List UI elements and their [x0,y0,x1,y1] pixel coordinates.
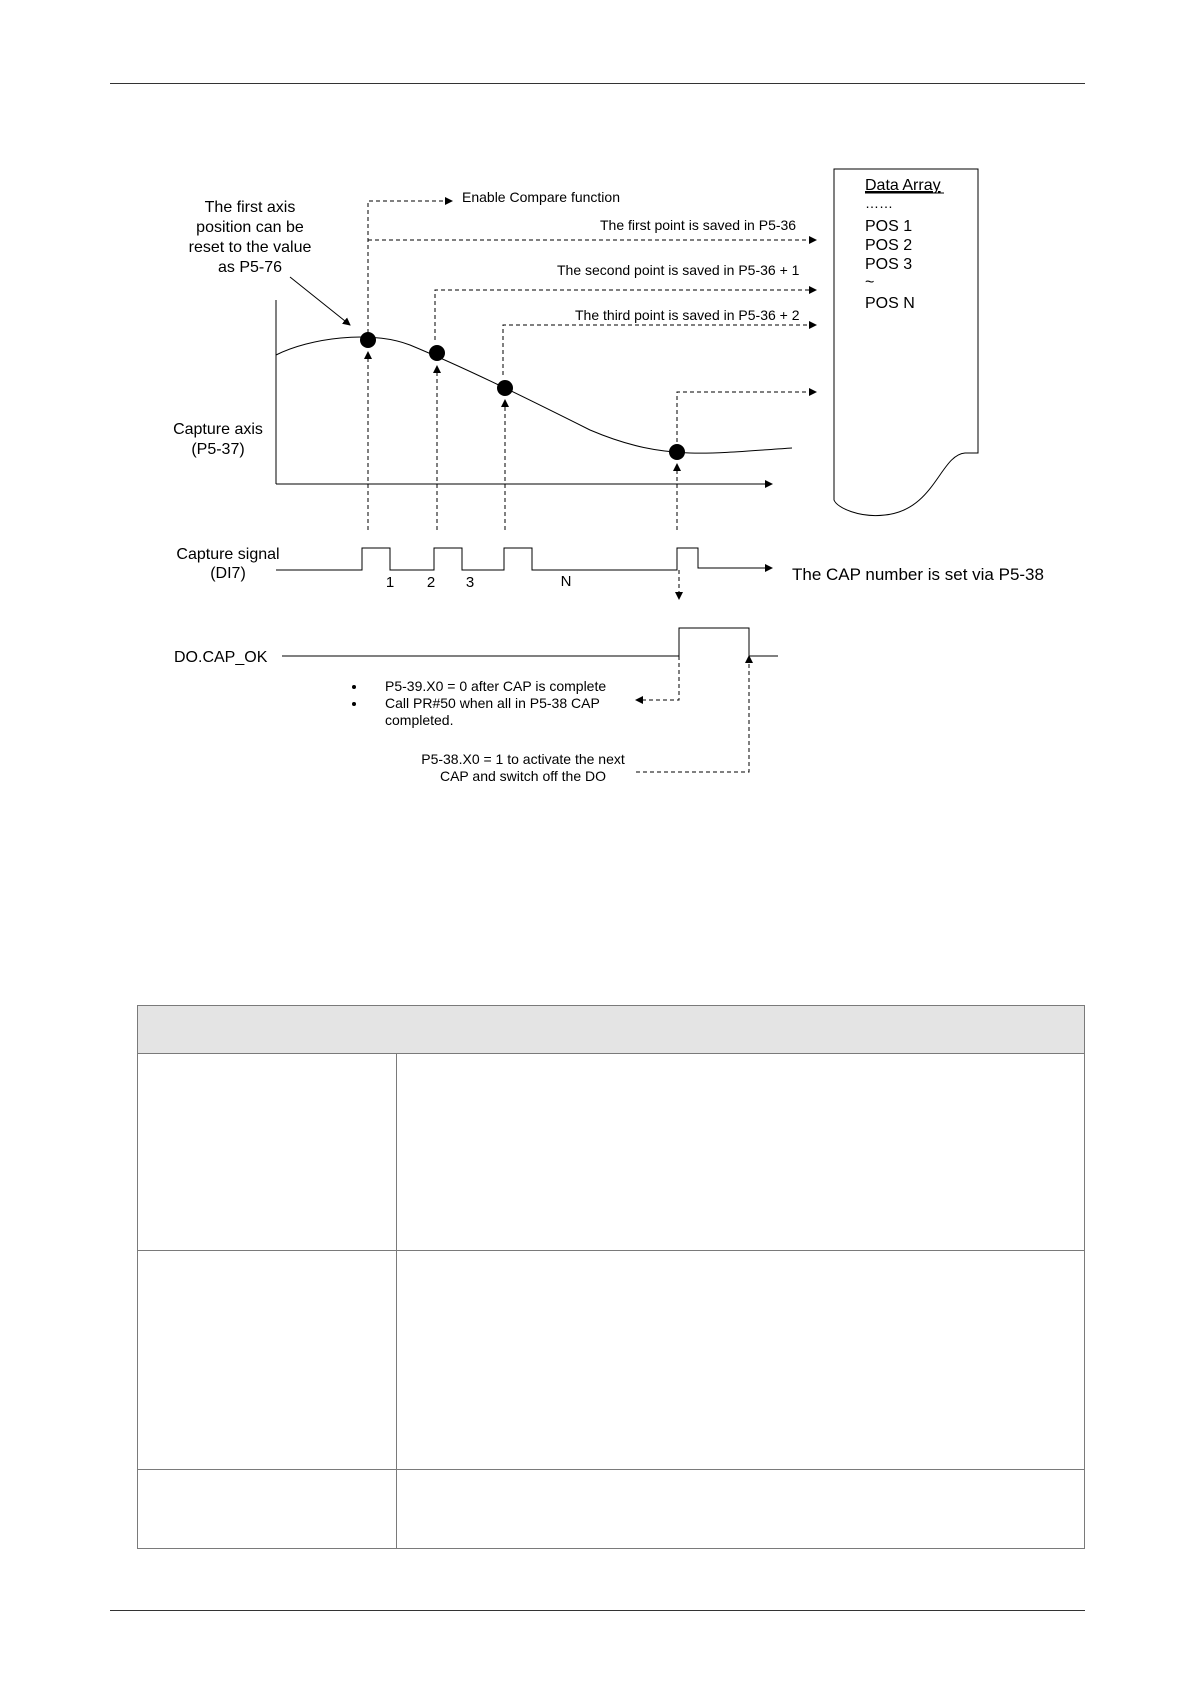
second-point-label: The second point is saved in P5-36 + 1 [557,262,800,278]
pulse-label-3: 3 [465,574,475,591]
table-cell [397,1470,1085,1549]
table-header [138,1006,1085,1054]
cap-number-note: The CAP number is set via P5-38 [792,565,1044,584]
data-array-dots: …… [865,195,893,211]
capture-diagram [0,0,1190,820]
position-curve [276,337,792,453]
bullet-2-text-line2: completed. [385,712,454,728]
capture-point-n [669,444,685,460]
capture-signal-label-line2: (DI7) [210,565,246,582]
first-axis-pointer [290,277,350,325]
pulse-label-1: 1 [385,574,395,591]
enable-compare-label: Enable Compare function [462,189,620,205]
enable-compare-arrow [368,201,452,340]
first-axis-note-line2: position can be [196,219,304,236]
table-row [138,1251,1085,1470]
nth-point-arrow [677,392,816,442]
capture-point-3 [497,380,513,396]
table-cell [397,1251,1085,1470]
capture-axis-label-line1: Capture axis [173,421,263,438]
first-point-label: The first point is saved in P5-36 [600,217,797,233]
table-row [138,1054,1085,1251]
do-cap-ok-label: DO.CAP_OK [174,649,268,666]
table-cell [138,1470,397,1549]
parameter-table [137,1005,1085,1549]
capture-point-2 [429,345,445,361]
activate-note-line1: P5-38.X0 = 1 to activate the next [421,751,625,767]
data-array-title: Data Array [865,177,941,194]
pulse-label-2: 2 [426,574,436,591]
do-cap-ok-waveform [282,628,778,656]
data-array-pos1: POS 1 [865,218,913,235]
activate-note-line2: CAP and switch off the DO [439,768,607,784]
first-axis-note-line4: as P5-76 [217,259,283,276]
bullet-2-text-line1: Call PR#50 when all in P5-38 CAP [385,695,600,711]
table-header-row [138,1006,1085,1054]
data-array-tilde: ~ [865,274,875,291]
activate-arrow [636,656,749,772]
data-array-pos2: POS 2 [865,237,913,254]
data-array-posn: POS N [865,295,915,312]
bullet-dot-1 [352,685,356,689]
third-point-arrow [503,325,816,375]
first-axis-note-line1: The first axis [204,199,296,216]
capture-signal-waveform [276,548,772,570]
data-array-pos3: POS 3 [865,256,913,273]
capture-point-1 [360,332,376,348]
table-row [138,1470,1085,1549]
third-point-label: The third point is saved in P5-36 + 2 [575,307,800,323]
table-cell [397,1054,1085,1251]
capture-signal-label-line1: Capture signal [176,546,280,563]
capture-axis-label-line2: (P5-37) [191,441,245,458]
pulse-label-n: N [560,573,572,590]
bullet-dot-2 [352,702,356,706]
cap-complete-arrow [636,656,679,700]
table-cell [138,1251,397,1470]
table-cell [138,1054,397,1251]
first-axis-note-line3: reset to the value [188,239,312,256]
bullet-1-text: P5-39.X0 = 0 after CAP is complete [385,678,607,694]
footer-rule [110,1610,1085,1611]
